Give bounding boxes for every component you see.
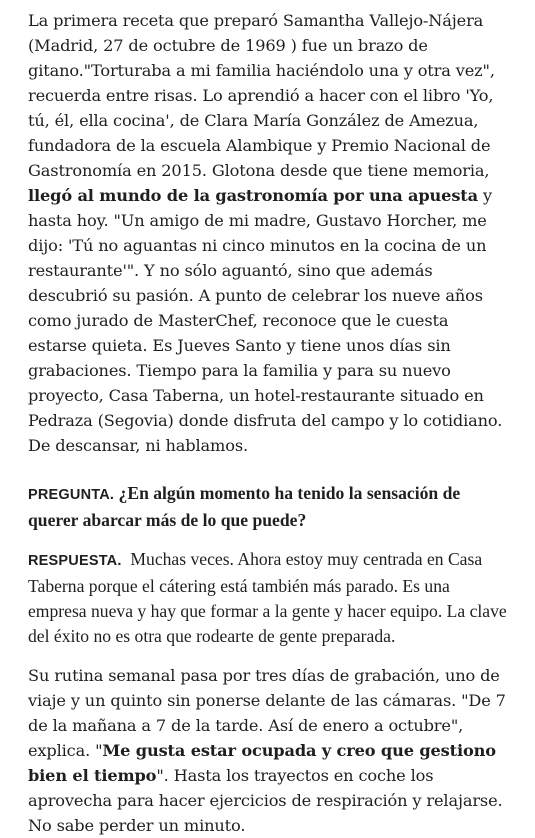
closing-text-1: Su rutina semanal pasa por tres días de grabación, uno de viaje y un quinto sin ponerse delante de las cámaras. "De 7 de la mañana a 7 de la tarde. Así de enero a octubre", explica. " — [28, 666, 506, 760]
intro-highlight: llegó al mundo de la gastronomía por una apuesta — [28, 186, 478, 205]
intro-text-1: La primera receta que preparó Samantha Vallejo-Nájera (Madrid, 27 de octubre de 1969 ) fue un brazo de gitano."Torturaba a mi familia haciéndolo una y otra vez", recuerda entre risas. Lo aprendió a hacer con el libro 'Yo, tú, él, ella cocina', de Clara María González de Amezua, fundadora de la escuela Alambique y Premio Nacional de Gastronomía en 2015. Glotona desde que tiene memoria, — [28, 11, 495, 180]
answer-text: Muchas veces. Ahora estoy muy centrada en Casa Taberna porque el cátering está también más parado. Es una empresa nueva y hay que formar a la gente y hacer equipo. La clave del éxito no es otra que rodearte de gente preparada. — [28, 549, 507, 646]
answer-block — [28, 547, 508, 649]
question-label: PREGUNTA. — [28, 487, 115, 503]
question-block — [28, 481, 508, 533]
closing-paragraph — [28, 663, 508, 838]
article-body — [28, 8, 508, 838]
closing-text-2: ". Hasta los trayectos en coche los aprovecha para hacer ejercicios de respiración y relajarse. No sabe perder un minuto. — [28, 766, 503, 835]
answer-label: RESPUESTA. — [28, 553, 122, 569]
intro-paragraph — [28, 8, 508, 458]
question-text: ¿En algún momento ha tenido la sensación de querer abarcar más de lo que puede? — [28, 483, 461, 530]
intro-text-2: y hasta hoy. "Un amigo de mi madre, Gustavo Horcher, me dijo: 'Tú no aguantas ni cinco minutos en la cocina de un restaurante'". Y no sólo aguantó, sino que además descubrió su pasión. A punto de celebrar los nueve años como jurado de MasterChef, reconoce que le cuesta estarse quieta. Es Jueves Santo y tiene unos días sin grabaciones. Tiempo para la familia y para su nuevo proyecto, Casa Taberna, un hotel-restaurante situado en Pedraza (Segovia) donde disfruta del campo y lo cotidiano. De descansar, ni hablamos. — [28, 186, 503, 455]
closing-highlight: Me gusta estar ocupada y creo que gestiono bien el tiempo — [28, 741, 496, 785]
